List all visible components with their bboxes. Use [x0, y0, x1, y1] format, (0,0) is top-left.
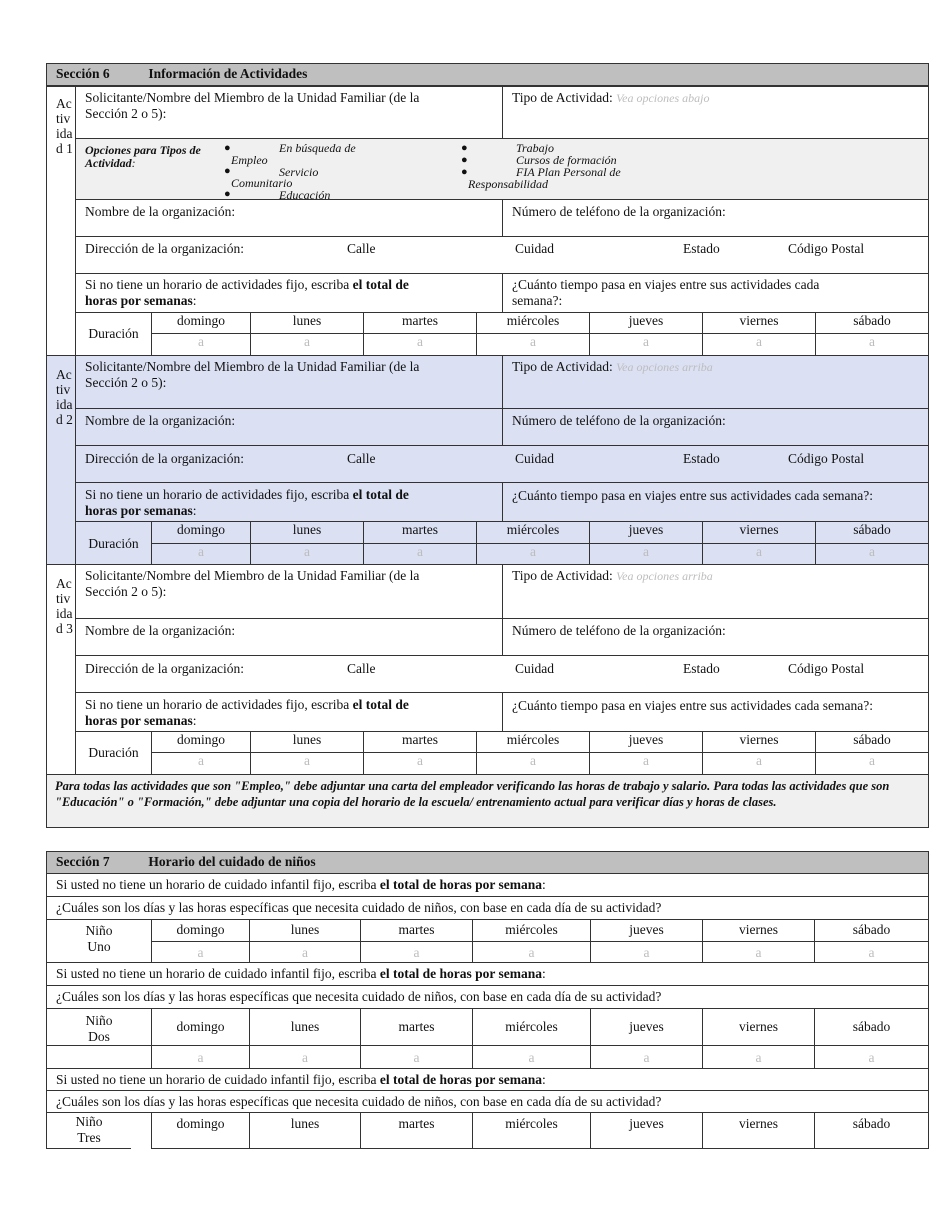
child-2-total-hours[interactable]: Si usted no tiene un horario de cuidado infantil fijo, escriba el total de horas por semana: — [46, 962, 929, 986]
day-input[interactable]: a — [151, 333, 251, 356]
bullet-icon: ● — [461, 142, 468, 154]
day-input[interactable]: a — [589, 543, 703, 565]
section6-note: Para todas las actividades que son "Empleo," debe adjuntar una carta del empleador verificando las horas de trabajo y salario. Para todas las actividades que son "Educación" o "Formación," debe adjuntar una copia del horario de la escuela/ entrenamiento actual para verificar días y horas de clases. — [46, 774, 929, 828]
activity-2-side-label: Ac tiv ida d 2 — [56, 367, 73, 427]
day-header-sabado: sábado — [815, 731, 929, 753]
day-header-martes: martes — [363, 731, 477, 753]
option-trabajo: Trabajo — [516, 141, 555, 155]
day-header-viernes: viernes — [702, 312, 816, 334]
child-3-total-hours[interactable]: Si usted no tiene un horario de cuidado infantil fijo, escriba el total de horas por semana: — [46, 1068, 929, 1091]
bullet-icon: ● — [461, 166, 468, 178]
activity-1-travel-time[interactable]: ¿Cuánto tiempo pasa en viajes entre sus actividades cada semana?: — [502, 273, 929, 313]
option-en-busqueda: En búsqueda de — [279, 141, 356, 155]
activity-1-applicant-cell[interactable] — [75, 86, 503, 139]
day-header-martes: martes — [363, 521, 477, 544]
day-header-jueves: jueves — [590, 1112, 703, 1149]
day-header-domingo: domingo — [151, 312, 251, 334]
activity-3-type-cell[interactable]: Tipo de Actividad: Vea opciones arriba — [502, 564, 929, 619]
activity-1-side-label: Ac tiv ida d 1 — [56, 96, 73, 156]
day-header-sabado: sábado — [814, 1112, 929, 1149]
applicant-label: Solicitante/Nombre del Miembro de la Unidad Familiar (de la Sección 2 o 5): — [85, 90, 420, 121]
day-input[interactable]: a — [702, 333, 816, 356]
day-input[interactable]: a — [589, 752, 703, 775]
activity-2-travel-time[interactable]: ¿Cuánto tiempo pasa en viajes entre sus actividades cada semana?: — [502, 482, 929, 522]
activity-2-total-hours[interactable]: Si no tiene un horario de actividades fijo, escriba el total de horas por semanas: — [75, 482, 503, 522]
activity-2-org-name[interactable]: Nombre de la organización: — [75, 408, 503, 446]
day-input[interactable]: a — [815, 543, 929, 565]
day-input[interactable]: a — [363, 543, 477, 565]
activity-3-travel-time[interactable]: ¿Cuánto tiempo pasa en viajes entre sus actividades cada semana?: — [502, 692, 929, 732]
day-header-jueves: jueves — [590, 1008, 703, 1046]
child-3-which-days: ¿Cuáles son los días y las horas específicas que necesita cuidado de niños, con base en cada día de su actividad? — [46, 1090, 929, 1113]
day-input[interactable]: a — [589, 333, 703, 356]
child-2-which-days: ¿Cuáles son los días y las horas específicas que necesita cuidado de niños, con base en cada día de su actividad? — [46, 985, 929, 1009]
day-input[interactable]: a — [590, 941, 703, 963]
day-header-domingo: domingo — [151, 919, 250, 942]
activity-3-org-address[interactable]: Dirección de la organización: Calle Cuidad Estado Código Postal — [75, 655, 929, 693]
day-input[interactable]: a — [472, 1045, 591, 1069]
activity-3-total-hours[interactable]: Si no tiene un horario de actividades fijo, escriba el total de horas por semanas: — [75, 692, 503, 732]
options-title: Opciones para Tipos de Actividad — [85, 143, 201, 170]
activity-1-total-hours[interactable]: Si no tiene un horario de actividades fijo, escriba el total de horas por semanas: — [75, 273, 503, 313]
duration-label: Duración — [75, 312, 152, 356]
activity-type-placeholder: Vea opciones abajo — [616, 91, 710, 105]
day-header-domingo: domingo — [151, 1008, 250, 1046]
day-input[interactable]: a — [702, 1045, 815, 1069]
day-input[interactable]: a — [476, 333, 590, 356]
day-input[interactable]: a — [815, 333, 929, 356]
child-label: Niño Tres — [46, 1112, 131, 1149]
day-header-lunes: lunes — [250, 312, 364, 334]
day-header-martes: martes — [363, 312, 477, 334]
option-empleo: Empleo — [231, 153, 268, 167]
day-input[interactable]: a — [249, 941, 361, 963]
day-input[interactable]: a — [363, 752, 477, 775]
bullet-icon: ● — [224, 142, 231, 154]
activity-2-applicant-cell[interactable]: Solicitante/Nombre del Miembro de la Unidad Familiar (de la Sección 2 o 5): — [75, 355, 503, 409]
day-header-sabado: sábado — [814, 919, 929, 942]
activity-1-type-cell[interactable] — [502, 86, 929, 139]
child-label: Niño Uno — [46, 919, 152, 963]
day-header-viernes: viernes — [702, 1112, 815, 1149]
activity-type-label: Tipo de Actividad: — [512, 90, 613, 105]
section7-number: Sección 7 — [56, 854, 110, 869]
day-header-jueves: jueves — [589, 521, 703, 544]
option-comunitario: Comunitario — [231, 176, 293, 190]
day-header-jueves: jueves — [589, 312, 703, 334]
duration-label: Duración — [75, 731, 152, 775]
day-header-martes: martes — [360, 1008, 473, 1046]
day-input[interactable]: a — [590, 1045, 703, 1069]
bullet-icon: ● — [224, 165, 231, 177]
activity-3-org-phone[interactable]: Número de teléfono de la organización: — [502, 618, 929, 656]
day-input[interactable]: a — [360, 941, 473, 963]
day-input[interactable]: a — [702, 941, 815, 963]
day-input[interactable]: a — [151, 752, 251, 775]
day-input[interactable]: a — [815, 752, 929, 775]
day-header-sabado: sábado — [815, 521, 929, 544]
option-educacion: Educación — [279, 188, 331, 202]
activity-2-org-phone[interactable]: Número de teléfono de la organización: — [502, 408, 929, 446]
day-header-sabado: sábado — [814, 1008, 929, 1046]
day-header-martes: martes — [360, 919, 473, 942]
day-header-sabado: sábado — [815, 312, 929, 334]
activity-type-options: Opciones para Tipos de Actividad: ● Empleo En búsqueda de ● Servicio Comunitario ● Educación ● Trabajo ● Cursos de formación ● FIA Plan Personal de Responsabilidad — [75, 138, 929, 200]
day-header-miercoles: miércoles — [476, 521, 590, 544]
section7-title: Horario del cuidado de niños — [148, 854, 316, 869]
day-input[interactable]: a — [250, 543, 364, 565]
day-input[interactable]: a — [814, 941, 929, 963]
activity-2-org-address[interactable]: Dirección de la organización: Calle Cuidad Estado Código Postal — [75, 445, 929, 483]
child-2-empty-cell — [46, 1045, 152, 1069]
day-input[interactable]: a — [151, 941, 250, 963]
day-header-lunes: lunes — [249, 1112, 361, 1149]
option-fia: FIA Plan Personal de — [516, 165, 621, 179]
day-input[interactable]: a — [702, 543, 816, 565]
day-input[interactable]: a — [476, 543, 590, 565]
activity-3-side-label: Ac tiv ida d 3 — [56, 576, 73, 636]
day-header-viernes: viernes — [702, 731, 816, 753]
day-header-viernes: viernes — [702, 1008, 815, 1046]
activity-3-org-name[interactable]: Nombre de la organización: — [75, 618, 503, 656]
activity-3-applicant-cell[interactable]: Solicitante/Nombre del Miembro de la Unidad Familiar (de la Sección 2 o 5): — [75, 564, 503, 619]
bullet-icon: ● — [461, 154, 468, 166]
day-header-lunes: lunes — [250, 731, 364, 753]
day-header-jueves: jueves — [589, 731, 703, 753]
day-header-miercoles: miércoles — [472, 919, 591, 942]
day-header-miercoles: miércoles — [476, 312, 590, 334]
day-input[interactable]: a — [702, 752, 816, 775]
day-input[interactable]: a — [250, 752, 364, 775]
option-servicio: Servicio — [279, 165, 319, 179]
day-header-domingo: domingo — [151, 731, 251, 753]
day-header-miercoles: miércoles — [472, 1008, 591, 1046]
option-responsabilidad: Responsabilidad — [468, 177, 548, 191]
section6-header — [46, 63, 929, 86]
section6-number: Sección 6 — [56, 66, 110, 81]
child-1-which-days: ¿Cuáles son los días y las horas específicas que necesita cuidado de niños, con base en cada día de su actividad? — [46, 896, 929, 920]
day-header-lunes: lunes — [250, 521, 364, 544]
day-input[interactable]: a — [249, 1045, 361, 1069]
day-input[interactable]: a — [476, 752, 590, 775]
day-input[interactable]: a — [814, 1045, 929, 1069]
day-header-lunes: lunes — [249, 919, 361, 942]
day-header-jueves: jueves — [590, 919, 703, 942]
day-header-miercoles: miércoles — [472, 1112, 591, 1149]
activity-2-type-cell[interactable]: Tipo de Actividad: Vea opciones arriba — [502, 355, 929, 409]
day-input[interactable]: a — [151, 543, 251, 565]
day-input[interactable]: a — [250, 333, 364, 356]
day-header-domingo: domingo — [151, 521, 251, 544]
day-header-viernes: viernes — [702, 521, 816, 544]
day-input[interactable]: a — [472, 941, 591, 963]
child-label: Niño Dos — [46, 1008, 152, 1046]
activity-1-org-phone[interactable]: Número de teléfono de la organización: — [502, 199, 929, 237]
activity-1-org-address[interactable]: Dirección de la organización: Calle Cuidad Estado Código Postal — [75, 236, 929, 274]
day-header-miercoles: miércoles — [476, 731, 590, 753]
day-input[interactable]: a — [151, 1045, 250, 1069]
day-header-viernes: viernes — [702, 919, 815, 942]
day-input[interactable]: a — [363, 333, 477, 356]
day-input[interactable]: a — [360, 1045, 473, 1069]
child-1-total-hours[interactable]: Si usted no tiene un horario de cuidado infantil fijo, escriba el total de horas por semana: — [46, 873, 929, 897]
duration-label: Duración — [75, 521, 152, 565]
day-header-domingo: domingo — [151, 1112, 250, 1149]
bullet-icon: ● — [224, 188, 231, 200]
option-cursos: Cursos de formación — [516, 153, 617, 167]
day-header-lunes: lunes — [249, 1008, 361, 1046]
activity-1-org-name[interactable]: Nombre de la organización: — [75, 199, 503, 237]
section7-header — [46, 851, 929, 874]
day-header-martes: martes — [360, 1112, 473, 1149]
section6-title: Información de Actividades — [148, 66, 308, 81]
